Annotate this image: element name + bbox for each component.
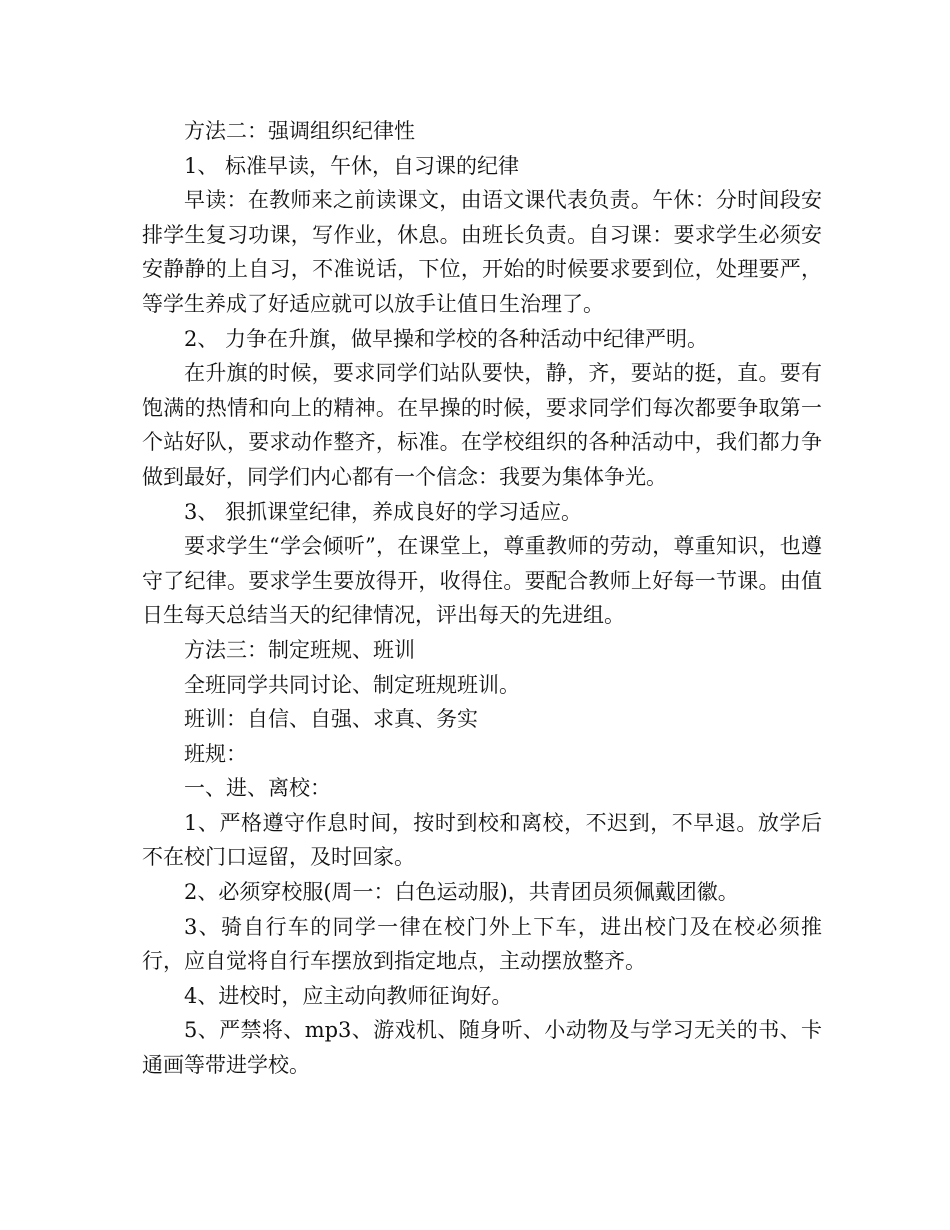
section-heading-entering-leaving: 一、进、离校： bbox=[184, 776, 331, 801]
rule-item-2: 2、必须穿校服(周一：白色运动服)，共青团员须佩戴团徽。 bbox=[184, 880, 739, 905]
paragraph-classroom-discipline: 要求学生“学会倾听”，在课堂上，尊重教师的劳动，尊重知识，也遵守了纪律。要求学生要放得开，收得住。要配合教师上好每一节课。由值日生每天总结当天的纪律情况，评出每天的先进组。 bbox=[142, 534, 822, 628]
paragraph-class-rules-label: 班规： bbox=[184, 741, 247, 766]
heading-method-two: 方法二：强调组织纪律性 bbox=[184, 119, 415, 143]
rule-item-1: 1、严格遵守作息时间，按时到校和离校，不迟到，不早退。放学后不在校门口逗留，及时回家。 bbox=[142, 810, 822, 870]
document-body bbox=[142, 114, 822, 1083]
paragraph-class-motto: 班训：自信、自强、求真、务实 bbox=[184, 707, 478, 732]
rule-item-4: 4、进校时，应主动向教师征询好。 bbox=[184, 983, 513, 1008]
paragraph-morning-reading: 早读：在教师来之前读课文，由语文课代表负责。午休：分时间段安排学生复习功课，写作业，休息。由班长负责。自习课：要求学生必须安安静静的上自习，不准说话，下位，开始的时候要求要到位，处理要严，等学生养成了好适应就可以放手让值日生治理了。 bbox=[142, 188, 822, 316]
rule-item-3: 3、骑自行车的同学一律在校门外上下车，进出校门及在校必须推行，应自觉将自行车摆放到指定地点，主动摆放整齐。 bbox=[142, 914, 822, 974]
rule-item-5: 5、严禁将、mp3、游戏机、随身听、小动物及与学习无关的书、卡通画等带进学校。 bbox=[142, 1018, 822, 1078]
item-heading-3: 3、 狠抓课堂纪律，养成良好的学习适应。 bbox=[184, 499, 583, 524]
paragraph-flag-raising: 在升旗的时候，要求同学们站队要快，静，齐，要站的挺，直。要有饱满的热情和向上的精神。在早操的时候，要求同学们每次都要争取第一个站好队，要求动作整齐，标准。在学校组织的各种活动中，我们都力争做到最好，同学们内心都有一个信念：我要为集体争光。 bbox=[142, 361, 822, 489]
paragraph-class-discussion: 全班同学共同讨论、制定班规班训。 bbox=[184, 672, 520, 697]
item-heading-1: 1、 标准早读，午休，自习课的纪律 bbox=[184, 153, 520, 178]
heading-method-three: 方法三：制定班规、班训 bbox=[184, 637, 415, 662]
item-heading-2: 2、 力争在升旗，做早操和学校的各种活动中纪律严明。 bbox=[184, 326, 709, 351]
